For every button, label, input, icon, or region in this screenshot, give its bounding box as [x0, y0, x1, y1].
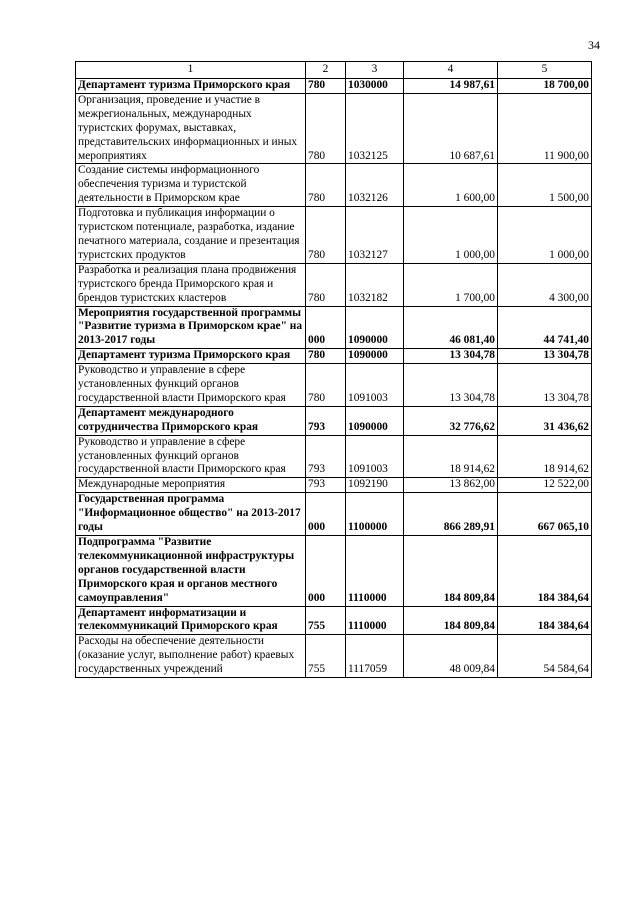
row-name-cell: Департамент туризма Приморского края [76, 349, 306, 364]
row-amount-2014-cell: 13 304,78 [498, 349, 592, 364]
row-target-code-cell: 1091003 [346, 435, 404, 478]
row-target-code-cell: 1032125 [346, 93, 404, 164]
row-code-cell: 755 [306, 606, 346, 635]
row-amount-2014-cell: 54 584,64 [498, 635, 592, 678]
row-code-cell: 780 [306, 349, 346, 364]
table-row [76, 536, 592, 607]
budget-table [75, 61, 592, 678]
table-row [76, 635, 592, 678]
row-name-cell: Расходы на обеспечение деятельности (оказание услуг, выполнение работ) краевых государственных учреждений [76, 635, 306, 678]
row-code-cell: 000 [306, 536, 346, 607]
table-row [76, 306, 592, 349]
column-header-3: 3 [346, 62, 404, 79]
row-target-code-cell: 1032126 [346, 164, 404, 207]
table-row [76, 164, 592, 207]
table-row [76, 364, 592, 407]
table-row [76, 406, 592, 435]
row-name-cell: Организация, проведение и участие в межрегиональных, международных туристских форумах, выставках, представительских информационных и иных мероприятиях [76, 93, 306, 164]
row-amount-2013-cell: 184 809,84 [404, 606, 498, 635]
row-target-code-cell: 1091003 [346, 364, 404, 407]
table-row [76, 93, 592, 164]
row-name-cell: Мероприятия государственной программы "Развитие туризма в Приморском крае" на 2013-2017 годы [76, 306, 306, 349]
row-name-cell: Подпрограмма "Развитие телекоммуникационной инфраструктуры органов государственной власти Приморского края и органов местного самоуправления" [76, 536, 306, 607]
row-amount-2014-cell: 1 000,00 [498, 207, 592, 264]
table-row [76, 349, 592, 364]
row-amount-2014-cell: 44 741,40 [498, 306, 592, 349]
column-header-5: 5 [498, 62, 592, 79]
row-amount-2014-cell: 18 914,62 [498, 435, 592, 478]
row-amount-2014-cell: 18 700,00 [498, 79, 592, 94]
row-amount-2014-cell: 13 304,78 [498, 364, 592, 407]
column-header-1: 1 [76, 62, 306, 79]
row-amount-2014-cell: 1 500,00 [498, 164, 592, 207]
row-amount-2014-cell: 667 065,10 [498, 493, 592, 536]
row-target-code-cell: 1030000 [346, 79, 404, 94]
row-name-cell: Государственная программа "Информационное общество" на 2013-2017 годы [76, 493, 306, 536]
row-name-cell: Разработка и реализация плана продвижения туристского бренда Приморского края и брендов туристских кластеров [76, 263, 306, 306]
row-amount-2013-cell: 10 687,61 [404, 93, 498, 164]
row-code-cell: 780 [306, 79, 346, 94]
row-target-code-cell: 1092190 [346, 478, 404, 493]
row-target-code-cell: 1090000 [346, 306, 404, 349]
row-amount-2013-cell: 13 304,78 [404, 349, 498, 364]
row-amount-2014-cell: 4 300,00 [498, 263, 592, 306]
row-name-cell: Международные мероприятия [76, 478, 306, 493]
row-amount-2013-cell: 48 009,84 [404, 635, 498, 678]
row-name-cell: Руководство и управление в сфере установленных функций органов государственной власти Приморского края [76, 435, 306, 478]
row-code-cell: 780 [306, 207, 346, 264]
row-target-code-cell: 1032127 [346, 207, 404, 264]
row-amount-2014-cell: 184 384,64 [498, 536, 592, 607]
row-amount-2013-cell: 32 776,62 [404, 406, 498, 435]
row-code-cell: 780 [306, 93, 346, 164]
row-code-cell: 793 [306, 435, 346, 478]
table-row [76, 79, 592, 94]
row-amount-2013-cell: 866 289,91 [404, 493, 498, 536]
row-amount-2013-cell: 46 081,40 [404, 306, 498, 349]
row-amount-2014-cell: 12 522,00 [498, 478, 592, 493]
row-name-cell: Департамент информатизации и телекоммуникаций Приморского края [76, 606, 306, 635]
row-code-cell: 000 [306, 306, 346, 349]
row-amount-2013-cell: 13 862,00 [404, 478, 498, 493]
row-code-cell: 000 [306, 493, 346, 536]
row-name-cell: Департамент международного сотрудничества Приморского края [76, 406, 306, 435]
row-name-cell: Создание системы информационного обеспечения туризма и туристской деятельности в Приморском крае [76, 164, 306, 207]
table-row [76, 478, 592, 493]
row-target-code-cell: 1090000 [346, 349, 404, 364]
row-target-code-cell: 1110000 [346, 536, 404, 607]
row-code-cell: 755 [306, 635, 346, 678]
row-code-cell: 793 [306, 406, 346, 435]
row-amount-2013-cell: 1 700,00 [404, 263, 498, 306]
row-code-cell: 780 [306, 263, 346, 306]
row-amount-2013-cell: 1 000,00 [404, 207, 498, 264]
row-amount-2014-cell: 31 436,62 [498, 406, 592, 435]
row-target-code-cell: 1032182 [346, 263, 404, 306]
page-number: 34 [588, 38, 600, 52]
table-row [76, 435, 592, 478]
row-amount-2013-cell: 13 304,78 [404, 364, 498, 407]
row-amount-2013-cell: 14 987,61 [404, 79, 498, 94]
row-name-cell: Департамент туризма Приморского края [76, 79, 306, 94]
row-target-code-cell: 1117059 [346, 635, 404, 678]
row-target-code-cell: 1100000 [346, 493, 404, 536]
row-target-code-cell: 1090000 [346, 406, 404, 435]
column-header-2: 2 [306, 62, 346, 79]
column-header-4: 4 [404, 62, 498, 79]
table-row [76, 606, 592, 635]
row-target-code-cell: 1110000 [346, 606, 404, 635]
row-amount-2013-cell: 184 809,84 [404, 536, 498, 607]
table-row [76, 263, 592, 306]
table-header-row [76, 62, 592, 79]
row-code-cell: 793 [306, 478, 346, 493]
row-code-cell: 780 [306, 364, 346, 407]
row-amount-2013-cell: 18 914,62 [404, 435, 498, 478]
table-row [76, 207, 592, 264]
row-amount-2013-cell: 1 600,00 [404, 164, 498, 207]
row-name-cell: Подготовка и публикация информации о туристском потенциале, разработка, издание печатного материала, создание и презентация туристских продуктов [76, 207, 306, 264]
row-amount-2014-cell: 184 384,64 [498, 606, 592, 635]
table-row [76, 493, 592, 536]
row-code-cell: 780 [306, 164, 346, 207]
row-amount-2014-cell: 11 900,00 [498, 93, 592, 164]
row-name-cell: Руководство и управление в сфере установленных функций органов государственной власти Приморского края [76, 364, 306, 407]
